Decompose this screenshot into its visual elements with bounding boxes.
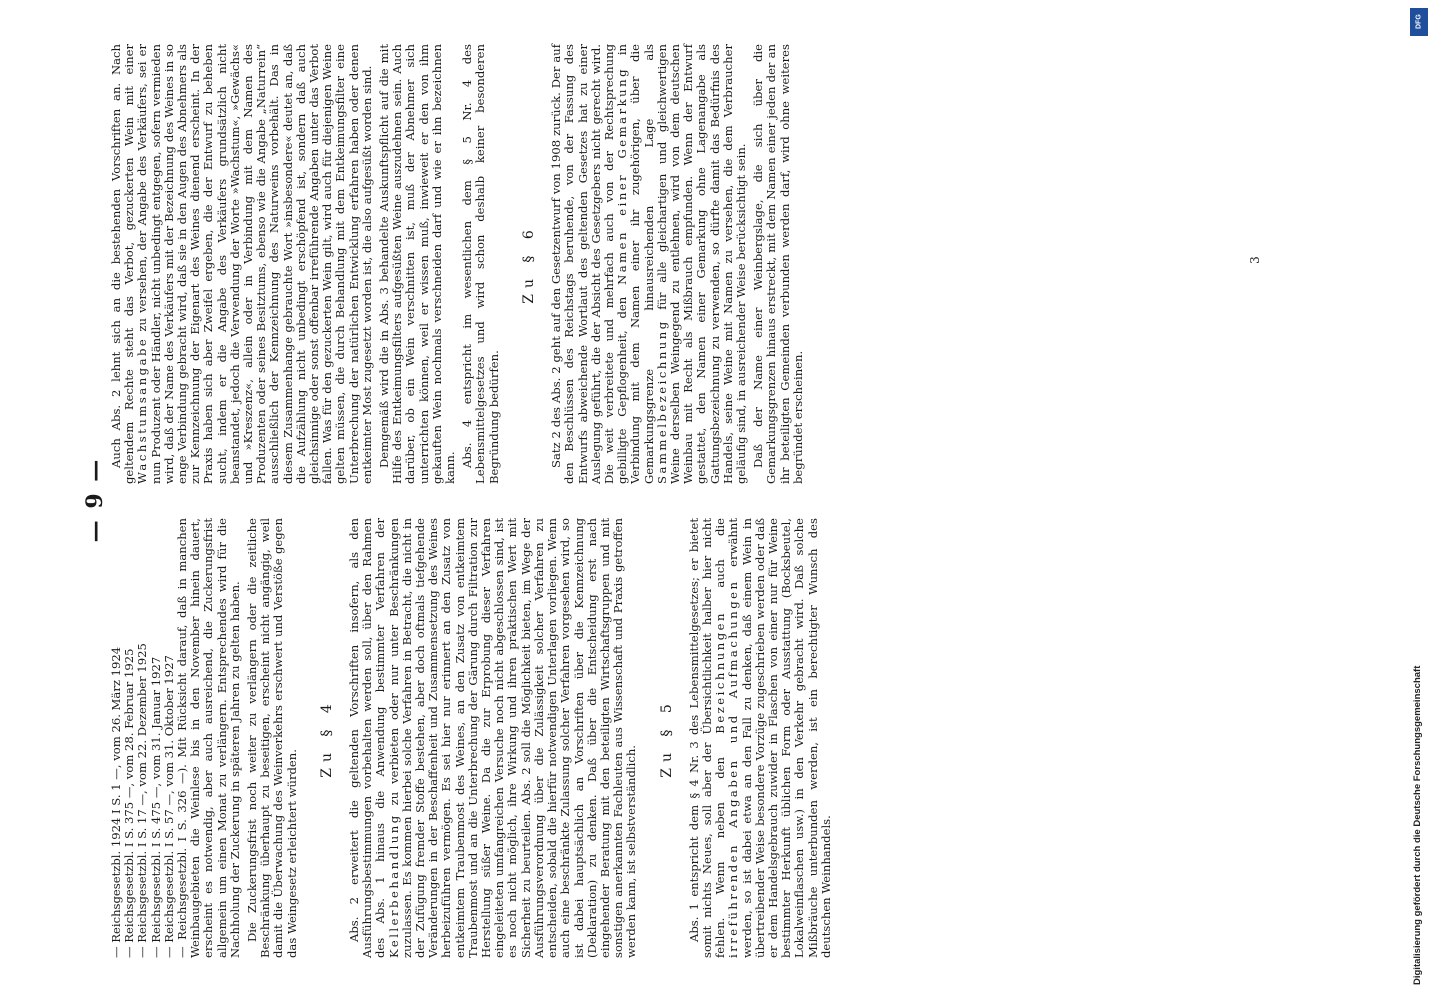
page-number-header: — 9 — bbox=[82, 457, 108, 543]
reference-line: — Reichsgesetzbl. I S. 475 —, vom 31. Januar 1927 bbox=[148, 656, 163, 958]
emphasis-spaced: Bezeichnungen bbox=[713, 611, 728, 734]
emphasis-spaced: Sammelbezeichnung bbox=[654, 319, 669, 484]
reference-line: — Reichsgesetzbl. I S. 375 —, vom 28. Februar 1925 bbox=[122, 648, 137, 958]
digitization-sidebar bbox=[1404, 0, 1434, 1000]
section-heading-6: Zu § 6 bbox=[520, 224, 537, 304]
dfg-logo: DFG bbox=[1410, 8, 1428, 36]
page-footer-mark: 3 bbox=[1248, 256, 1262, 264]
funding-notice: Digitalisierung gefördert durch die Deutsche Forschungsgemeinschaft bbox=[1412, 665, 1423, 985]
section-heading-4: Zu § 4 bbox=[318, 698, 335, 778]
right-column bbox=[110, 44, 809, 484]
section-6-paragraph: Satz 2 des Abs. 2 geht auf den Gesetzentwurf von 1908 zurück. Der auf den Beschlüssen des Reichstags beruhende, von der Fassung des Entwurfs abweichende Wortlaut des geltenden Gesetzes hat zu einer Auslegung geführt, die der Absicht des Gesetzgebers nicht gerecht wird. Die weit verbreitete und mehrfach auch von der Rechtsprechung gebilligte Gepflogenheit, den Namen einer Gemarkung in Verbindung mit dem Namen einer ihr zugehörigen, über die Gemarkungsgrenze hinausreichenden Lage als Sammelbezeichnung für alle gleichartigen und gleichwertigen Weine derselben Weingegend zu entlehnen, wird von dem deutschen Weinbau mit Recht als Mißbrauch empfunden. Wenn der Entwurf gestattet, den Namen einer Gemarkung ohne Lagenangabe als Gattungsbezeichnung zu verwenden, so dürfte damit das Bedürfnis des Handels, seine Weine mit Namen zu versehen, die dem Verbraucher geläufig sind, in ausreichender Weise berücksichtigt sein. bbox=[549, 43, 748, 484]
section-5-paragraph: Abs. 1 entspricht dem § 4 Nr. 3 des Lebensmittelgesetzes; er bietet somit nichts Neues, soll aber der Übersichtlichkeit halber hier nicht fehlen. Wenn neben den Bezeichnungen auch die irreführenden Angaben und Aufmachungen erwähnt werden, so ist dabei etwa an den Fall zu denken, daß einem Wein in übertreibender Weise besondere Vorzüge zugeschrieben werden oder daß er dem Handelsgebrauch zuwider in Flaschen von einer nur für Weine bestimmter Herkunft üblichen Form oder Ausstattung (Bocksbeutel, Lokalweinflaschen usw.) in den Verkehr gebracht wird. Daß solche Mißbräuche unterbunden werden, ist ein berechtigter Wunsch des deutschen Weinhandels. bbox=[686, 517, 833, 958]
reference-line: — Reichsgesetzbl. I S. 17 —, vom 22. Dezember 1925 bbox=[135, 643, 150, 958]
paragraph: Abs. 4 entspricht im wesentlichen dem § 5 Nr. 4 des Lebensmittelgesetzes und wird schon deshalb keiner besonderen Begründung bedürfen. bbox=[460, 44, 501, 484]
paragraph: — Reichsgesetzbl. I S. 326 —). Mit Rücksicht darauf, daß in manchen Weinbaugebieten die Weinlese bis in den November hinein dauert, erscheint es notwendig, aber auch ausreichend, die Zuckerungsfrist allgemein um einen Monat zu verlängern. Entsprechendes wird für die Nachholung der Zuckerung in späteren Jahren zu gelten haben. bbox=[175, 518, 242, 958]
paragraph: Die Zuckerungsfrist noch weiter zu verlängern oder die zeitliche Beschränkung überhaupt zu beseitigen, erscheint nicht angängig, weil damit die Überwachung des Weinverkehrs erschwert und Verstöße gegen das Weingesetz erleichtert würden. bbox=[245, 518, 299, 958]
emphasis-spaced: Wachstumsangabe bbox=[135, 336, 150, 484]
paragraph: Auch Abs. 2 lehnt sich an die bestehenden Vorschriften an. Nach geltendem Rechte steht das Verbot, gezuckerten Wein mit einer Wachstumsangabe zu versehen, der Angabe des Verkäufers, sei er nun Produzent oder Händler, nicht unbedingt entgegen, sofern vermieden wird, daß der Name des Verkäufers mit der Bezeichnung des Weines in so enge Verbindung gebracht wird, daß sie in den Augen des Abnehmers als zur Kennzeichnung der Eigenart des Weines dienend erscheint. In der Praxis haben sich aber Zweifel ergeben, die der Entwurf zu beheben sucht, indem er die Angabe des Verkäufers grundsätzlich nicht beanstandet, jedoch die Verwendung der Worte »Wachstum«, »Gewächs« und »Kreszenz«, allein oder in Verbindung mit dem Namen des Produzenten oder seines Besitztums, ebenso wie die Angabe „Naturrein“ ausschließlich der Kennzeichnung des Naturweins vorbehält. Das in diesem Zusammenhange gebrauchte Wort »insbesondere« deutet an, daß die Aufzählung nicht unbedingt erschöpfend ist, sondern daß auch gleichsinnige oder sonst offenbar irreführende Angaben unter das Verbot fallen. Was für den gezuckerten Wein gilt, wird auch für diejenigen Weine gelten müssen, die durch Behandlung mit dem Entkeimungsfilter eine Unterbrechung der natürlichen Entwicklung erfahren haben oder denen entkeimter Most zugesetzt worden ist, die also aufgesüßt worden sind. bbox=[109, 44, 374, 484]
section-heading-5: Zu § 5 bbox=[658, 698, 675, 778]
left-column bbox=[110, 518, 837, 958]
paragraph: Demgemäß wird die in Abs. 3 behandelte Auskunftspflicht auf die mit Hilfe des Entkeimungsfilters aufgesüßten Weine auszudehnen sein. Auch darüber, ob ein Wein verschnitten ist, muß der Abnehmer sich unterrichten können, weil er wissen muß, inwieweit er den von ihm gekauften Wein nochmals verschneiden darf und wie er ihn bezeichnen kann. bbox=[377, 44, 458, 484]
paragraph: Daß der Name einer Weinbergslage, die sich über die Gemarkungsgrenzen hinaus erstreckt, mit dem Namen einer jeden der an ihr beteiligten Gemeinden verbunden werden darf, wird ohne weiteres begründet erscheinen. bbox=[751, 44, 805, 484]
emphasis-spaced: Kellerbehandlung bbox=[386, 813, 401, 958]
emphasis-spaced: irreführenden Angaben und Aufmachungen bbox=[726, 579, 741, 958]
emphasis-spaced: Namen einer Gemarkung bbox=[615, 67, 630, 285]
reference-line: — Reichsgesetzbl. 1924 I S. 1 —, vom 26. März 1924 bbox=[109, 646, 123, 958]
section-4-paragraph: Abs. 2 erweitert die geltenden Vorschriften insofern, als den Ausführungsbestimmungen vorbehalten werden soll, über den Rahmen des Abs. 1 hinaus die Anwendung bestimmter Verfahren der Kellerbehandlung zu verbieten oder nur unter Beschränkungen zuzulassen. Es kommen hierbei solche Verfahren in Betracht, die nicht in der Zufügung fremder Stoffe bestehen, aber doch oftmals tiefgehende Veränderungen in der Beschaffenheit und Zusammensetzung des Weines herbeizuführen vermögen. Es sei hier nur erinnert an den Zusatz von entkeimtem Traubenmost des Weines, an den Zusatz von entkeimtem Traubenmost und an die Unterbrechung der Gärung durch Filtration zur Herstellung süßer Weine. Da die zur Erprobung dieser Verfahren eingeleiteten umfangreichen Versuche noch nicht abgeschlossen sind, ist es noch nicht möglich, ihre Wirkung und ihren praktischen Wert mit Sicherheit zu beurteilen. Abs. 2 soll die Möglichkeit bieten, im Wege der Ausführungsverordnung über die Zulässigkeit solcher Verfahren zu entscheiden, sobald die hierfür notwendigen Unterlagen vorliegen. Wenn auch eine beschränkte Zulassung solcher Verfahren vorgesehen wird, so ist dabei hauptsächlich an Vorschriften über die Kennzeichnung (Deklaration) zu denken. Daß über die Entscheidung erst nach eingehender Beratung mit den beteiligten Wirtschaftsgruppen und mit sonstigen anerkannten Fachleuten aus Wissenschaft und Praxis getroffen werden kann, ist selbstverständlich. bbox=[347, 517, 639, 958]
reference-line: — Reichsgesetzbl. I S. 57 —, vom 31. Oktober 1927 bbox=[161, 655, 176, 958]
